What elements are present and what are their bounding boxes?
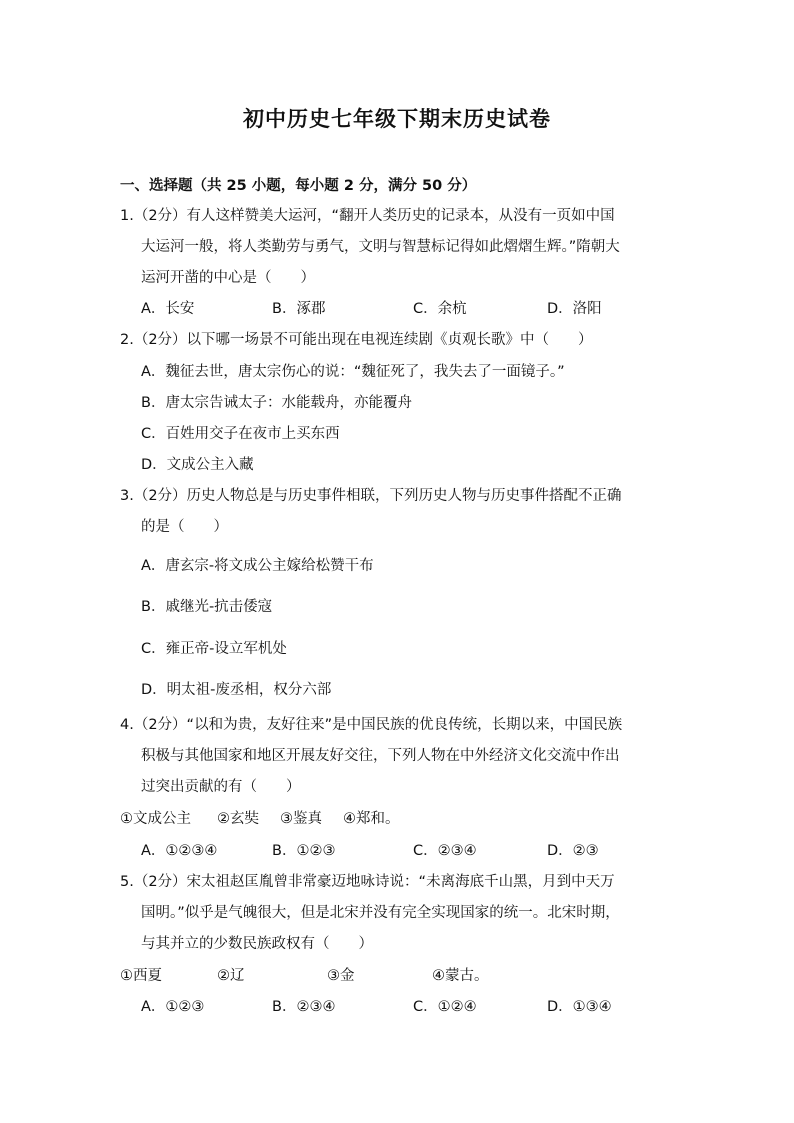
- q3-option-c: C．雍正帝-设立军机处: [141, 641, 287, 657]
- q1-line-1: 1.（2分）有人这样赞美大运河，“翻开人类历史的记录本，从没有一页如中国: [120, 208, 615, 224]
- q3-line-1: 3.（2分）历史人物总是与历史事件相联，下列历史人物与历史事件搭配不正确: [120, 488, 622, 504]
- q2-option-d: D．文成公主入藏: [141, 457, 254, 473]
- q1-line-2: 大运河一般，将人类勤劳与勇气，文明与智慧标记得如此熠熠生辉。”隋朝大: [141, 239, 620, 255]
- q4-item-1: ①文成公主: [120, 811, 191, 827]
- q5-item-4: ④蒙古。: [432, 968, 489, 984]
- q5-option-b: B．②③④: [272, 999, 336, 1015]
- q5-line-2: 国明。”似乎是气魄很大，但是北宋并没有完全实现国家的统一。北宋时期，: [141, 905, 620, 921]
- q4-line-3: 过突出贡献的有（ ）: [141, 779, 301, 795]
- section-heading: 一、选择题（共 25 小题，每小题 2 分，满分 50 分）: [120, 178, 477, 194]
- q5-option-a: A．①②③: [141, 999, 205, 1015]
- q1-option-d: D．洛阳: [547, 301, 602, 317]
- q5-line-1: 5.（2分）宋太祖赵匡胤曾非常豪迈地咏诗说：“未离海底千山黑，月到中天万: [120, 874, 615, 890]
- q3-line-2: 的是（ ）: [141, 519, 228, 535]
- q4-item-2: ②玄奘: [217, 811, 259, 827]
- q5-item-1: ①西夏: [120, 968, 162, 984]
- q4-item-4: ④郑和。: [343, 811, 400, 827]
- q1-option-b: B．涿郡: [272, 301, 326, 317]
- q3-option-a: A．唐玄宗-将文成公主嫁给松赞干布: [141, 558, 374, 574]
- q2-option-b: B．唐太宗告诫太子：水能载舟，亦能覆舟: [141, 395, 412, 411]
- q4-option-d: D．②③: [547, 843, 599, 859]
- q1-option-c: C．余杭: [413, 301, 467, 317]
- q1-line-3: 运河开凿的中心是（ ）: [141, 270, 315, 286]
- q5-item-2: ②辽: [217, 968, 245, 984]
- q4-item-3: ③鉴真: [280, 811, 322, 827]
- q4-line-2: 积极与其他国家和地区开展友好交往，下列人物在中外经济文化交流中作出: [141, 748, 620, 764]
- q3-option-d: D．明太祖-废丞相，权分六部: [141, 682, 332, 698]
- q3-option-b: B．戚继光-抗击倭寇: [141, 599, 273, 615]
- q1-option-a: A．长安: [141, 301, 195, 317]
- q4-option-c: C．②③④: [413, 843, 477, 859]
- q5-line-3: 与其并立的少数民族政权有（ ）: [141, 936, 373, 952]
- q4-line-1: 4.（2分）“以和为贵，友好往来”是中国民族的优良传统，长期以来，中国民族: [120, 717, 623, 733]
- q5-item-3: ③金: [327, 968, 355, 984]
- q2-line-1: 2.（2分）以下哪一场景不可能出现在电视连续剧《贞观长歌》中（ ）: [120, 332, 593, 348]
- q2-option-a: A．魏征去世，唐太宗伤心的说：“魏征死了，我失去了一面镜子。”: [141, 364, 565, 380]
- q5-option-d: D．①③④: [547, 999, 612, 1015]
- q5-option-c: C．①②④: [413, 999, 477, 1015]
- q4-option-b: B．①②③: [272, 843, 336, 859]
- q2-option-c: C．百姓用交子在夜市上买东西: [141, 426, 340, 442]
- q4-option-a: A．①②③④: [141, 843, 218, 859]
- page-title: 初中历史七年级下期末历史试卷: [243, 106, 551, 131]
